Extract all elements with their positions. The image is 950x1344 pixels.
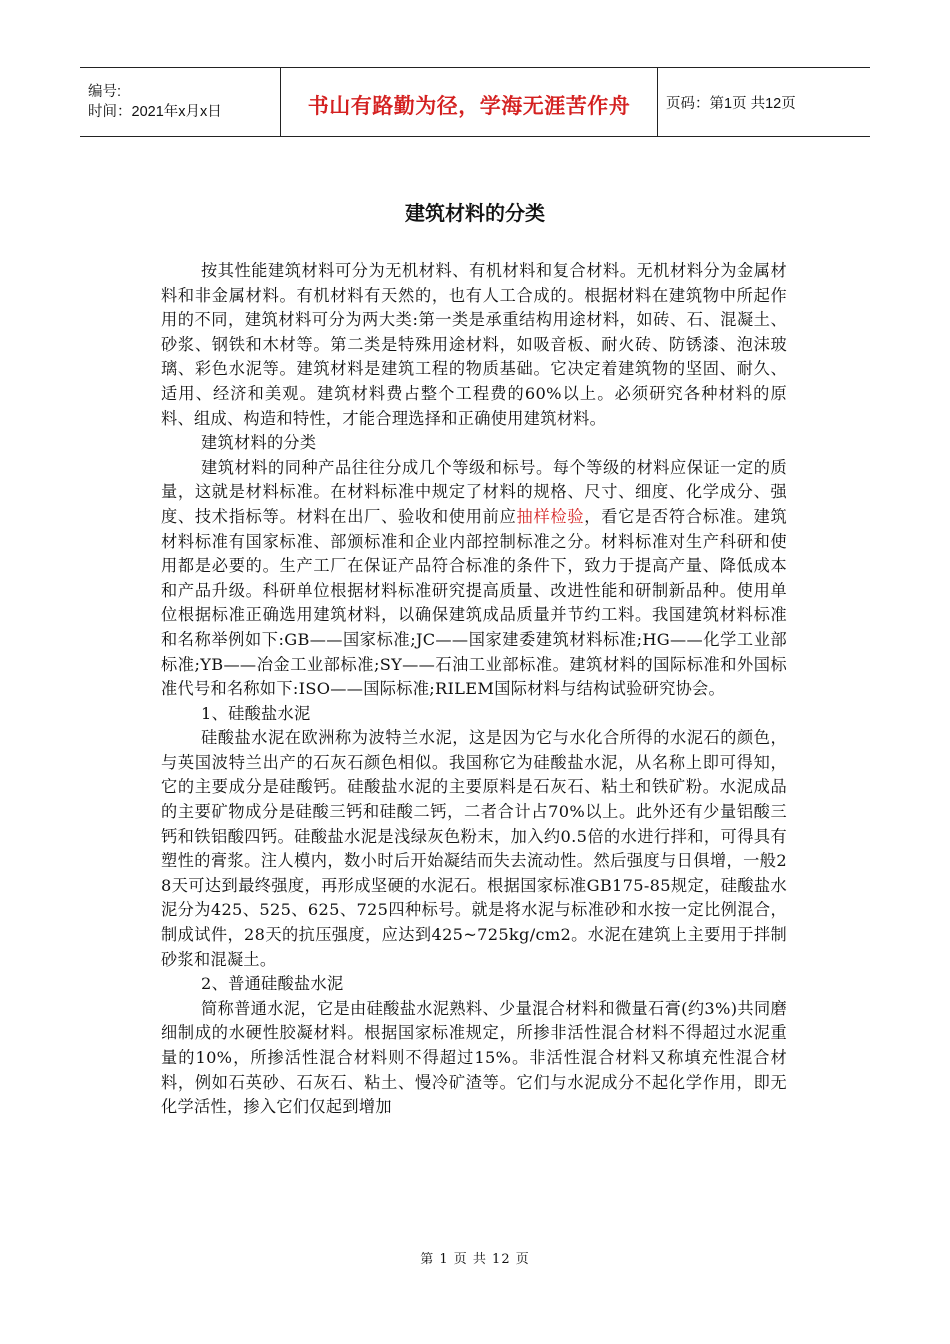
- paragraph-standards: [161, 456, 787, 702]
- page-footer: 第 1 页 共 12 页: [420, 1252, 530, 1267]
- sampling-inspection-link[interactable]: 抽样检验: [516, 506, 585, 526]
- paragraph-section-heading: 建筑材料的分类: [201, 433, 317, 453]
- header-page-label: 页码：第1页 共12页: [666, 95, 796, 112]
- paragraph-standards-part2: ，看它是否符合标准。建筑材料标准有国家标准、部颁标准和企业内部控制标准之分。材料标准对生产科研和使用都是必要的。生产工厂在保证产品符合标准的条件下，致力于提高产量、降低成本和产品升级。科研单位根据材料标准研究提高质量、改进性能和研制新品种。使用单位根据标准正确选用建筑材料，以确保建筑成品质量并节约工料。我国建筑材料标准和名称举例如下:GB——国家标准;JC——国家建委建筑材料标准;HG——化学工业部标准;YB——冶金工业部标准;SY——石油工业部标准。建筑材料的国际标准和外国标准代号和名称如下:ISO——国际标准;RILEM国际材料与结构试验研究协会。: [161, 506, 788, 699]
- document-number-label: 编号:: [88, 84, 122, 100]
- document-body: [161, 259, 787, 1120]
- paragraph-ordinary-cement: 简称普通水泥，它是由硅酸盐水泥熟料、少量混合材料和微量石膏(约3%)共同磨细制成的水硬性胶凝材料。根据国家标准规定，所掺非活性混合材料不得超过水泥重量的10%，所掺活性混合材料则不得超过15%。非活性混合材料又称填充性混合材料，例如石英砂、石灰石、粘土、慢冷矿渣等。它们与水泥成分不起化学作用，即无化学活性，掺入它们仅起到增加: [161, 998, 787, 1117]
- subheading-portland-cement: 1、硅酸盐水泥: [201, 703, 311, 723]
- header-motto: 书山有路勤为径，学海无涯苦作舟: [307, 94, 631, 118]
- header-info-cell: [80, 68, 281, 136]
- subheading-ordinary-cement: 2、普通硅酸盐水泥: [201, 974, 344, 994]
- paragraph-standards-part1: 建筑材料的同种产品往往分成几个等级和标号。每个等级的材料应保证一定的质量，这就是材料标准。在材料标准中规定了材料的规格、尺寸、细度、化学成分、强度、技术指标等。材料在出厂、验收和使用前应: [161, 457, 787, 526]
- page-header: [80, 67, 870, 137]
- header-page-cell: [658, 68, 870, 136]
- paragraph-portland-cement: 硅酸盐水泥在欧洲称为波特兰水泥，这是因为它与水化合所得的水泥石的颜色，与英国波特兰出产的石灰石颜色相似。我国称它为硅酸盐水泥，从名称上即可得知，它的主要成分是硅酸钙。硅酸盐水泥的主要原料是石灰石、粘土和铁矿粉。水泥成品的主要矿物成分是硅酸三钙和硅酸二钙，二者合计占70%以上。此外还有少量铝酸三钙和铁铝酸四钙。硅酸盐水泥是浅绿灰色粉末，加入约0.5倍的水进行拌和，可得具有塑性的膏浆。注人模内，数小时后开始凝结而失去流动性。然后强度与日俱增，一般28天可达到最终强度，再形成坚硬的水泥石。根据国家标准GB175-85规定，硅酸盐水泥分为425、525、625、725四种标号。就是将水泥与标准砂和水按一定比例混合，制成试件，28天的抗压强度，应达到425~725kg/cm2。水泥在建筑上主要用于拌制砂浆和混凝土。: [161, 728, 787, 969]
- document-time-label: 时间：2021年x月x日: [88, 104, 222, 120]
- document-title: 建筑材料的分类: [405, 201, 545, 225]
- paragraph-intro: 按其性能建筑材料可分为无机材料、有机材料和复合材料。无机材料分为金属材料和非金属材料。有机材料有天然的，也有人工合成的。根据材料在建筑物中所起作用的不同，建筑材料可分为两大类:第一类是承重结构用途材料，如砖、石、混凝土、砂浆、钢铁和木材等。第二类是特殊用途材料，如吸音板、耐火砖、防锈漆、泡沫玻璃、彩色水泥等。建筑材料是建筑工程的物质基础。它决定着建筑物的坚固、耐久、适用、经济和美观。建筑材料费占整个工程费的60%以上。必须研究各种材料的原料、组成、构造和特性，才能合理选择和正确使用建筑材料。: [161, 261, 787, 428]
- header-motto-cell: [281, 68, 658, 136]
